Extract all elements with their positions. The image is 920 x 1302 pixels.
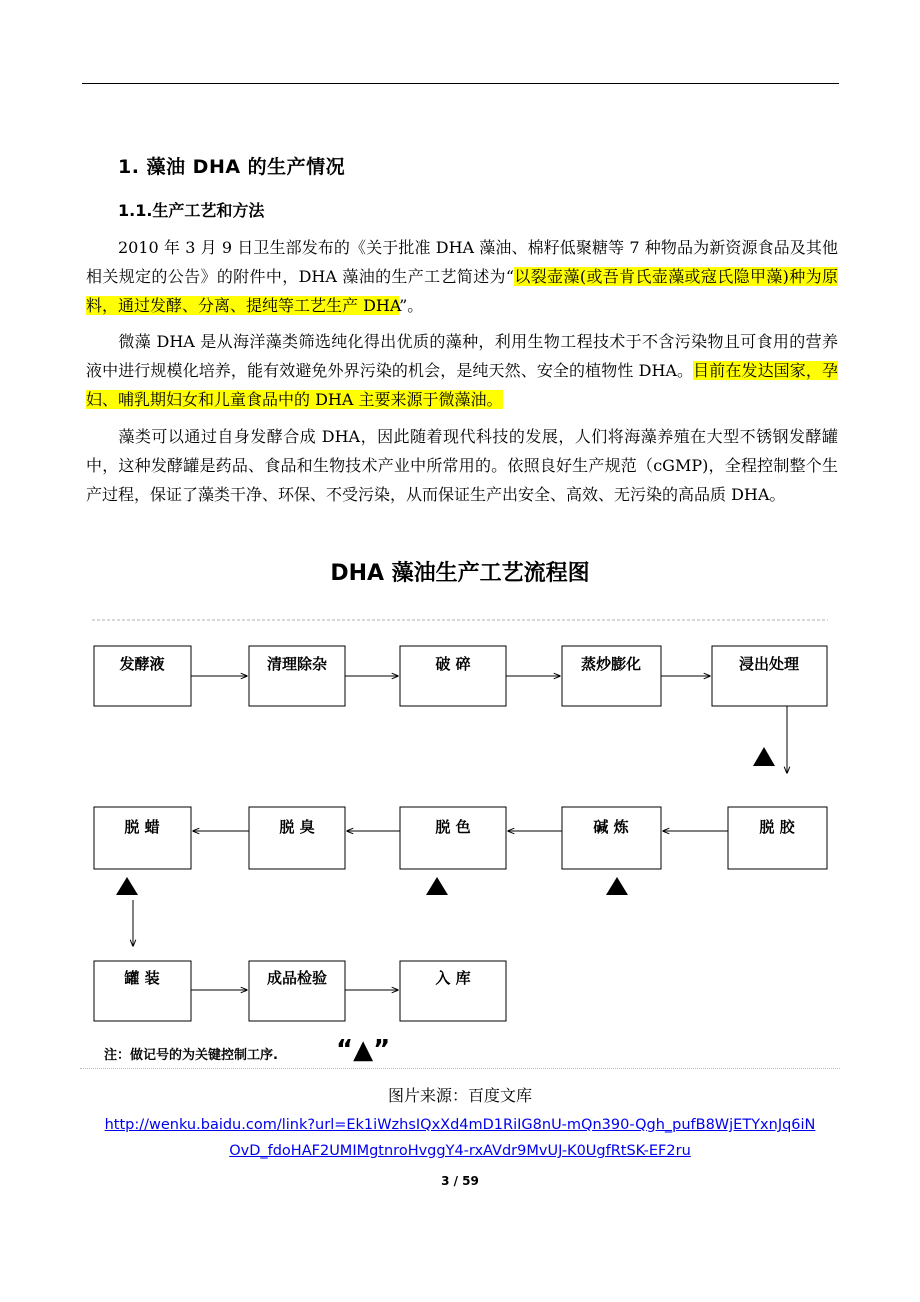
step-box-alkali-refining xyxy=(562,807,661,869)
step-label-inspection: 成品检验 xyxy=(266,969,328,987)
flowchart-note: 注：做记号的为关键控制工序. xyxy=(104,1048,278,1063)
step-label-decoloring: 脱 色 xyxy=(435,818,471,836)
key-marker-dewaxing xyxy=(116,877,138,895)
flowchart-note-symbol: “▲” xyxy=(336,1035,391,1065)
subsection-heading: 1.1.生产工艺和方法 xyxy=(118,201,265,220)
figure-bottom-divider xyxy=(80,1068,840,1069)
paragraph-2-highlight: 目前在发达国家，孕妇、哺乳期妇女和儿童食品中的 DHA 主要来源于微藻油。 xyxy=(86,361,838,409)
step-box-decoloring xyxy=(400,807,506,869)
step-label-steaming: 蒸炒膨化 xyxy=(580,655,642,673)
key-marker-alkali-refining xyxy=(606,877,628,895)
paragraph-1-highlight: 以裂壶藻(或吾肯氏壶藻或寇氏隐甲藻)种为原料，通过发酵、分离、提纯等工艺生产 DHA xyxy=(86,267,838,315)
step-box-degumming xyxy=(728,807,827,869)
paragraph-1-text: 2010 年 3 月 9 日卫生部发布的《关于批准 DHA 藻油、棉籽低聚糖等 7 种物品为新资源食品及其他相关规定的公告》的附件中，DHA 藻油的生产工艺简述为“ xyxy=(86,238,838,286)
flowchart-title: DHA 藻油生产工艺流程图 xyxy=(330,561,590,586)
page-number: 3 / 59 xyxy=(441,1174,479,1188)
step-label-leaching: 浸出处理 xyxy=(738,655,800,673)
step-label-dewaxing: 脱 蜡 xyxy=(124,818,160,836)
step-label-crushing: 破 碎 xyxy=(435,655,471,673)
key-marker-leaching xyxy=(753,747,775,766)
step-label-alkali-refining: 碱 炼 xyxy=(593,818,629,836)
step-label-degumming: 脱 胶 xyxy=(759,818,795,836)
paragraph-1-tail: ”。 xyxy=(399,296,424,315)
step-label-warehousing: 入 库 xyxy=(435,969,471,987)
step-box-dewaxing xyxy=(94,807,191,869)
section-heading: 1. 藻油 DHA 的生产情况 xyxy=(118,156,346,178)
key-marker-decoloring xyxy=(426,877,448,895)
step-label-deodorizing: 脱 臭 xyxy=(279,818,315,836)
step-label-fermentation: 发酵液 xyxy=(119,655,165,673)
step-label-canning: 罐 装 xyxy=(124,969,160,987)
step-box-deodorizing xyxy=(249,807,345,869)
source-link-line-1[interactable]: http://wenku.baidu.com/link?url=Ek1iWzhsIQxXd4mD1RiIG8nU-mQn390-Qgh_pufB8WjETYxnJq6iN xyxy=(104,1117,816,1133)
paragraph-3-text: 藻类可以通过自身发酵合成 DHA，因此随着现代科技的发展，人们将海藻养殖在大型不锈钢发酵罐中，这种发酵罐是药品、食品和生物技术产业中所常用的。依照良好生产规范（cGMP)，全程控制整个生产过程，保证了藻类干净、环保、不受污染，从而保证生产出安全、高效、无污染的高品质 DHA。 xyxy=(86,427,838,504)
step-label-cleaning: 清理除杂 xyxy=(266,655,328,673)
figure-caption: 图片来源：百度文库 xyxy=(387,1086,532,1105)
paragraph-2-text: 微藻 DHA 是从海洋藻类筛选纯化得出优质的藻种，利用生物工程技术于不含污染物且可食用的营养液中进行规模化培养，能有效避免外界污染的机会，是纯天然、安全的植物性 DHA。 xyxy=(86,332,838,380)
source-link-line-2[interactable]: OvD_fdoHAF2UMIMgtnroHvggY4-rxAVdr9MvUJ-K0UgfRtSK-EF2ru xyxy=(229,1143,691,1159)
